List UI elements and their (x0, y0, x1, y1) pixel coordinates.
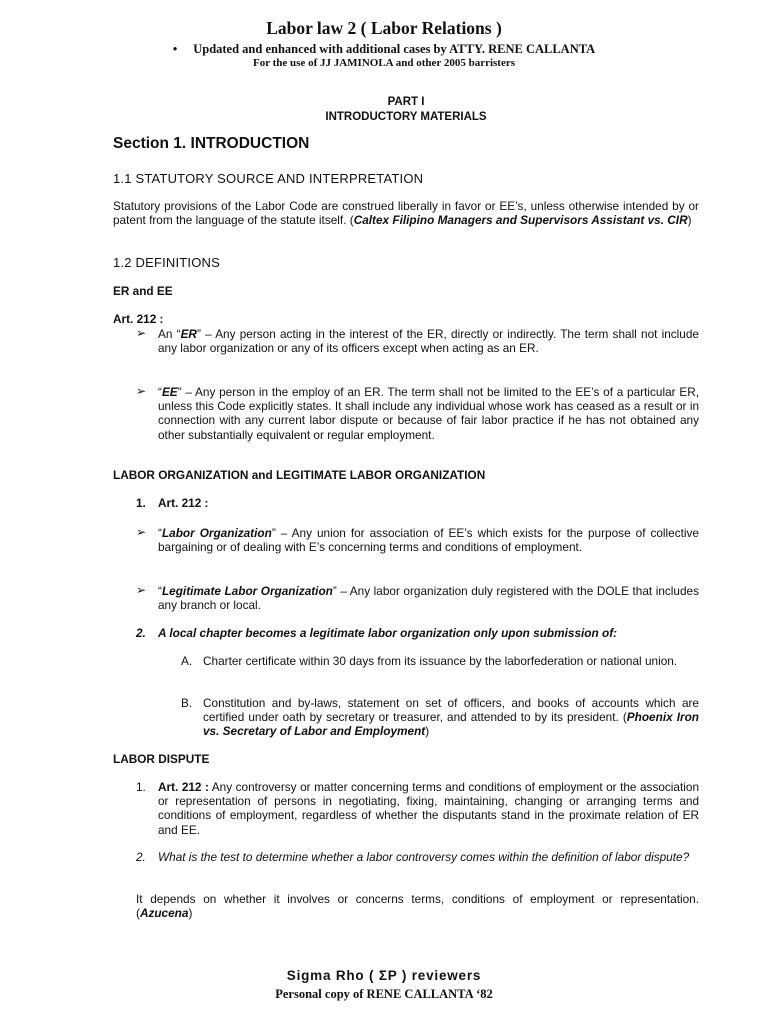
quote-open: “ (158, 385, 162, 399)
case-citation: Phoenix Iron vs. Secretary of Labor and Employment (203, 710, 699, 739)
local-chapter-point: A local chapter becomes a legitimate labor organization only upon submission of: (158, 626, 618, 640)
labor-dispute-art-label: Art. 212 : (158, 780, 209, 794)
labor-dispute-definition (158, 780, 699, 837)
labor-dispute-heading: LABOR DISPUTE (113, 752, 210, 766)
arrow-bullet-icon: ➢ (136, 525, 147, 539)
term-er: ER (180, 327, 197, 341)
arrow-bullet-icon: ➢ (136, 326, 147, 340)
definition-legitimate-labor-organization (158, 584, 699, 612)
use-line: For the use of JJ JAMINOLA and other 2005 barristers (252, 57, 516, 69)
footer-reviewers: Sigma Rho ( ΣP ) reviewers (286, 968, 482, 983)
list-letter: B. (181, 696, 193, 710)
part-heading (0, 95, 768, 125)
section-heading: Section 1. INTRODUCTION (113, 135, 310, 152)
bullet-icon: • (172, 42, 178, 56)
term-labor-organization: Labor Organization (161, 526, 272, 540)
definition-text: ” – Any person acting in the interest of the ER, directly or indirectly. The term shall not include any labor organization or any of its officers except when acting as an ER. (158, 327, 699, 356)
arrow-bullet-icon: ➢ (136, 583, 147, 597)
document-title: Labor law 2 ( Labor Relations ) (266, 18, 502, 38)
definition-text: ” – Any union for association of EE’s which exists for the purpose of collective bargaining or of dealing with E’s concerning terms and conditions of employment. (158, 526, 699, 555)
paragraph-close: ) (425, 724, 430, 739)
term-legitimate-labor-organization: Legitimate Labor Organization (161, 584, 333, 598)
definition-text: Any controversy or matter concerning terms and conditions of employment or the association or representation of persons in negotiating, fixing, maintaining, changing or arranging terms and conditions of employment, regardless of whether the disputants stand in the proximate relation of ER and EE. (158, 780, 700, 837)
term-ee: EE (161, 385, 178, 399)
definition-ee (158, 385, 699, 442)
er-ee-art-label: Art. 212 : (113, 312, 164, 326)
answer-text: It depends on whether it involves or concerns terms, conditions of employment or representation. ( (136, 892, 699, 921)
arrow-bullet-icon: ➢ (136, 384, 147, 398)
paragraph-close: ) (687, 213, 692, 228)
part-label: PART I (387, 96, 425, 108)
footer-personal-copy: Personal copy of RENE CALLANTA ‘82 (275, 987, 493, 1001)
subsection-1-1-text (113, 199, 699, 227)
list-number: 2. (136, 850, 146, 864)
labor-org-art-label: Art. 212 : (158, 496, 209, 510)
case-citation: Azucena (139, 906, 189, 921)
labor-org-heading: LABOR ORGANIZATION and LEGITIMATE LABOR ORGANIZATION (113, 468, 486, 482)
part-name: INTRODUCTORY MATERIALS (325, 111, 487, 123)
subsection-1-1-heading: 1.1 STATUTORY SOURCE AND INTERPRETATION (113, 171, 424, 186)
definition-text: ” – Any labor organization duly registered with the DOLE that includes any branch or local. (158, 584, 699, 613)
definition-labor-organization (158, 526, 699, 554)
definition-text: ” – Any person in the employ of an ER. The term shall not be limited to the EE’s of a particular ER, unless this Code explicitly states. It shall include any individual whose work has ceased as a result or in connection with any current labor dispute or because of fair labor practice if he has not obtained any other substantially equivalent or regular employment. (158, 385, 699, 442)
requirement-a: Charter certificate within 30 days from its issuance by the laborfederation or national union. (203, 654, 678, 668)
case-citation: Caltex Filipino Managers and Supervisors Assistant vs. CIR (353, 213, 688, 228)
quote-open: “ (158, 526, 162, 540)
er-ee-heading: ER and EE (113, 284, 173, 298)
list-letter: A. (181, 654, 193, 668)
document-subtitle (0, 42, 768, 57)
labor-dispute-answer (136, 892, 699, 920)
list-number: 1. (136, 780, 146, 794)
subsection-1-2-heading: 1.2 DEFINITIONS (113, 255, 221, 270)
requirement-text: Constitution and by-laws, statement on set of officers, and books of accounts which are certified under oath by secretary or treasurer, and attended to by its president. ( (203, 696, 699, 725)
labor-dispute-question: What is the test to determine whether a labor controversy comes within the definition of labor dispute? (158, 850, 690, 864)
requirement-b (203, 696, 699, 739)
quote-open: An “ (158, 327, 181, 341)
quote-open: “ (158, 584, 162, 598)
paragraph-close: ) (188, 906, 193, 921)
subtitle-text: Updated and enhanced with additional cases by ATTY. RENE CALLANTA (193, 42, 596, 56)
definition-er (158, 327, 699, 355)
list-number: 1. (136, 496, 146, 510)
list-number: 2. (136, 626, 146, 640)
paragraph-text: Statutory provisions of the Labor Code are construed liberally in favor or EE’s, unless otherwise intended by or patent from the language of the statute itself. ( (113, 199, 699, 228)
